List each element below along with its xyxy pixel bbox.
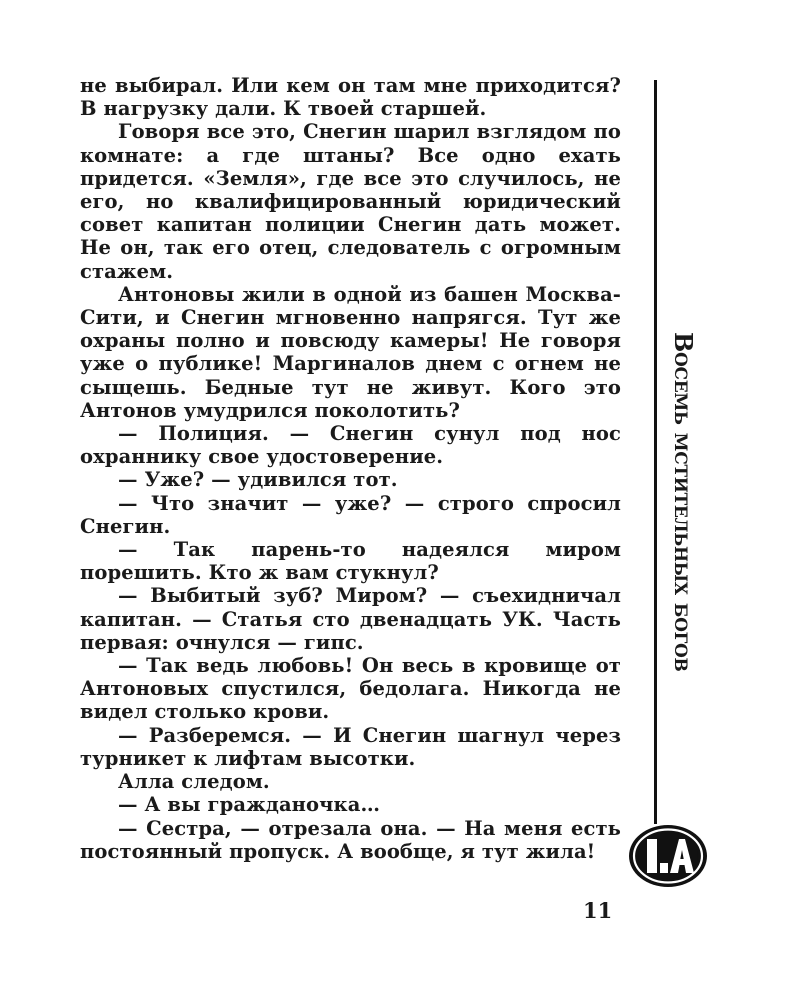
body-text: [80, 74, 621, 863]
paragraph: — Сестра, — отрезала она. — На меня есть постоянный пропуск. А вообще, я тут жила!: [80, 816, 621, 863]
paragraph: — Выбитый зуб? Миром? — съехидничал капитан. — Статья сто двенадцать УК. Часть первая: очнулся — гипс.: [80, 584, 621, 654]
paragraph: — Уже? — удивился тот.: [118, 468, 398, 492]
paragraph: — Так парень-то надеялся миром порешить. Кто ж вам стукнул?: [80, 538, 621, 585]
paragraph: — Что значит — уже? — строго спросил Снегин.: [80, 491, 621, 538]
margin-rule: [654, 80, 657, 824]
running-title: [669, 332, 698, 672]
page-number: 11: [583, 898, 613, 923]
paragraph: Антоновы жили в одной из башен Москва-Сити, и Снегин мгновенно напрягся. Тут же охраны полно и повсюду камеры! Не говоря уже о публике! Маргиналов днем с огнем не сыщешь. Бедные тут не живут. Кого это Антонов умудрился поколотить?: [80, 282, 621, 422]
paragraph: — Полиция. — Снегин сунул под нос охраннику свое удостоверение.: [80, 422, 621, 469]
paragraph: не выбирал. Или кем он там мне приходится? В нагрузку дали. К твоей старшей.: [80, 74, 621, 121]
paragraph: — Разберемся. — И Снегин шагнул через турникет к лифтам высотки.: [80, 723, 621, 770]
paragraph: Алла следом.: [118, 770, 270, 794]
paragraph: — А вы гражданочка…: [118, 793, 381, 817]
running-title-text: Восемь мстительных богов: [669, 332, 698, 672]
paragraph: Говоря все это, Снегин шарил взглядом по комнате: а где штаны? Все одно ехать придется. «Земля», где все это случилось, не его, но квалифицированный юридический совет капитан полиции Снегин дать может. Не он, так его отец, следователь с огромным стажем.: [80, 120, 621, 283]
publisher-logo-icon: [628, 824, 708, 888]
paragraph: — Так ведь любовь! Он весь в кровище от Антоновых спустился, бедолага. Никогда не видел столько крови.: [80, 654, 621, 724]
